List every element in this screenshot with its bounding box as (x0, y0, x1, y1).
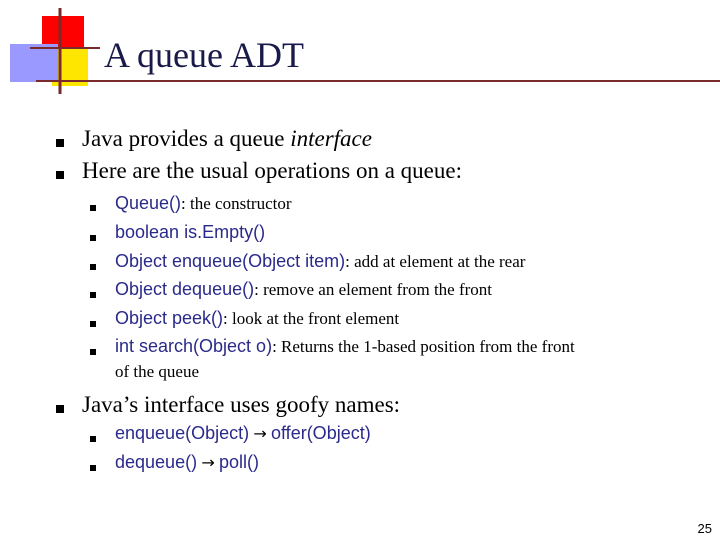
bullet-3-marker (56, 405, 64, 413)
op-1-desc: : the constructor (181, 194, 292, 213)
right-arrow-icon: → (201, 453, 215, 472)
op-3-marker (90, 264, 96, 270)
rename-1-from: enqueue(Object) (115, 423, 250, 443)
bullet-1-plain: Java provides a queue (82, 126, 291, 151)
rename-2-from: dequeue() (115, 452, 198, 472)
op-5 (115, 308, 399, 329)
bullet-1-italic: interface (290, 126, 372, 151)
op-4-code: Object dequeue() (115, 279, 255, 299)
title-rule (36, 80, 720, 82)
op-4 (115, 279, 492, 300)
op-5-desc: : look at the front element (223, 309, 400, 328)
op-3-desc: : add at element at the rear (345, 252, 526, 271)
op-2-code: boolean is.Empty() (115, 222, 266, 242)
op-2 (115, 222, 265, 243)
op-6-desc: : Returns the 1-based position from the front (272, 337, 575, 356)
bullet-2-marker (56, 171, 64, 179)
page-number: 25 (697, 521, 712, 536)
op-4-desc: : remove an element from the front (254, 280, 493, 299)
op-1-marker (90, 205, 96, 211)
rename-2 (115, 452, 259, 473)
op-1 (115, 193, 292, 214)
op-3 (115, 251, 525, 272)
rename-2-marker (90, 465, 96, 471)
rename-1-to: offer(Object) (271, 423, 371, 443)
op-5-marker (90, 321, 96, 327)
right-arrow-icon: → (253, 424, 267, 443)
rename-2-to: poll() (218, 452, 259, 472)
op-6-code: int search(Object o) (115, 336, 273, 356)
op-3-code: Object enqueue(Object item) (115, 251, 346, 271)
op-6-marker (90, 349, 96, 355)
op-5-code: Object peek() (115, 308, 224, 328)
op-6 (115, 336, 575, 357)
slide-title: A queue ADT (104, 35, 304, 75)
bullet-3-text: Java’s interface uses goofy names: (82, 392, 401, 417)
bullet-1-text (82, 126, 372, 152)
rename-1 (115, 423, 371, 444)
rename-1-marker (90, 436, 96, 442)
op-4-marker (90, 292, 96, 298)
op-2-marker (90, 235, 96, 241)
bullet-1-marker (56, 139, 64, 147)
op-6-continuation: of the queue (115, 362, 200, 381)
op-1-code: Queue() (115, 193, 182, 213)
bullet-2-text: Here are the usual operations on a queue: (82, 158, 462, 183)
